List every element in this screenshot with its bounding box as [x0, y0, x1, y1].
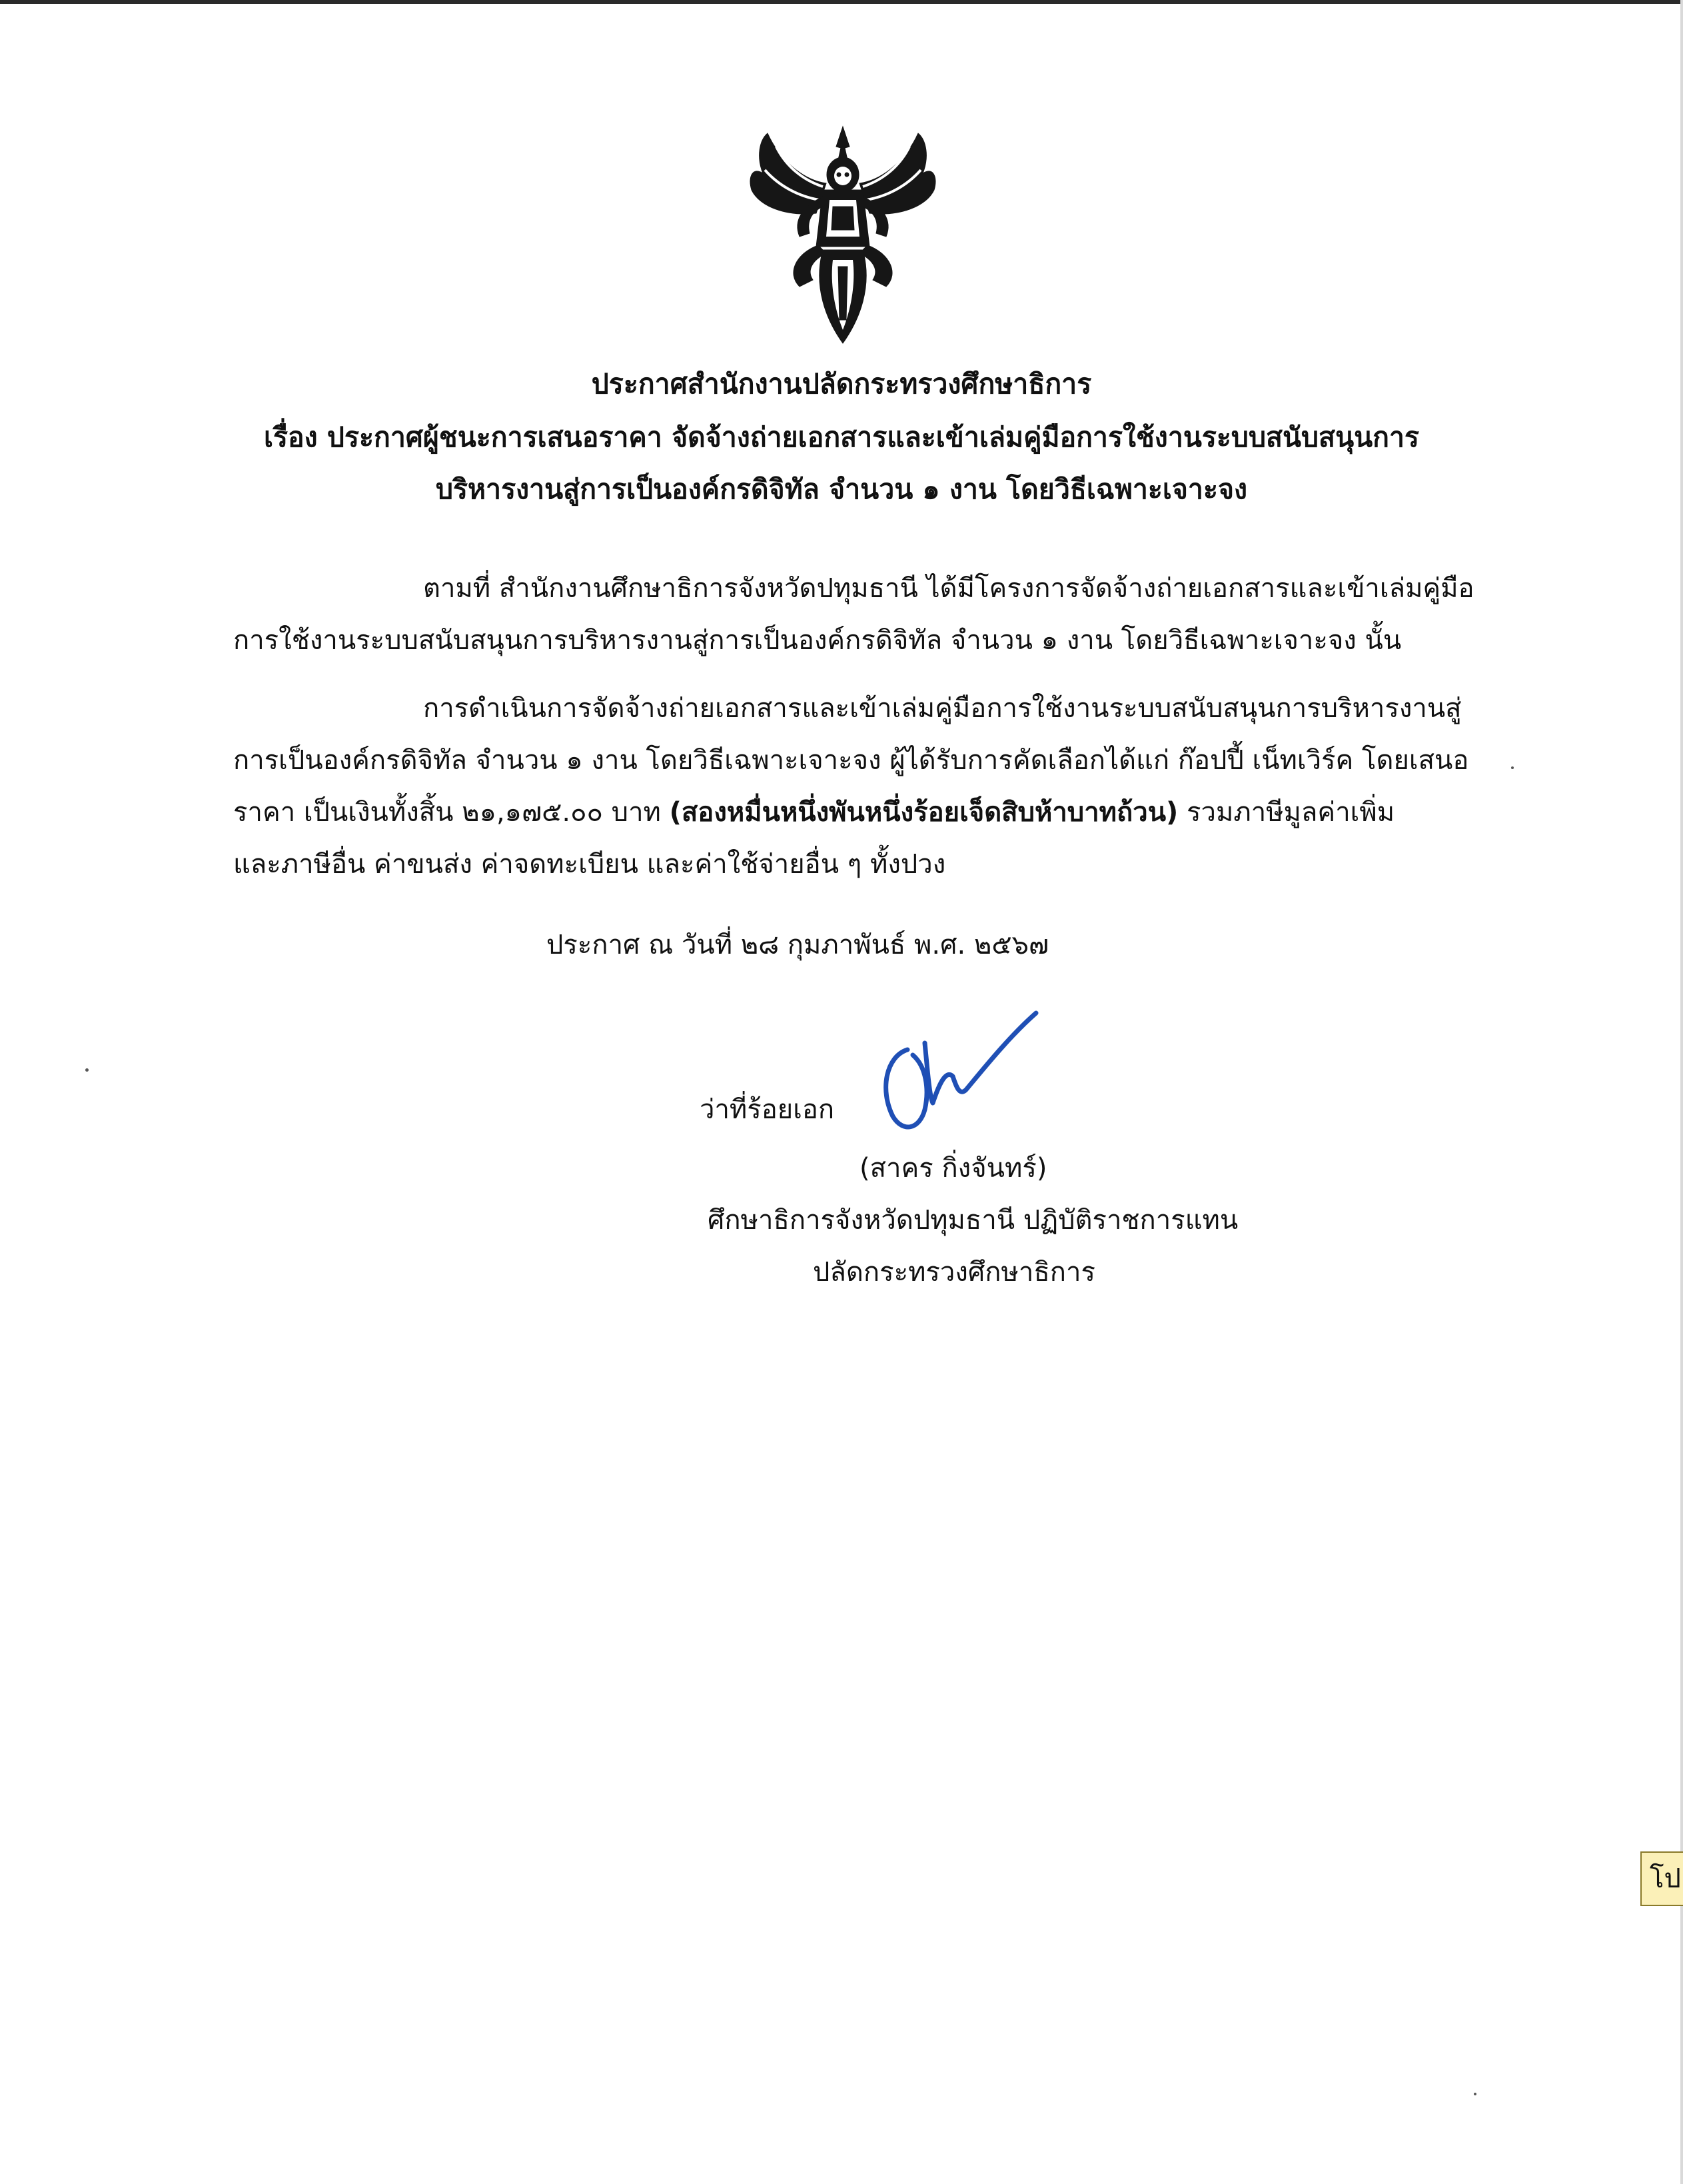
announcement-heading: ประกาศสำนักงานปลัดกระทรวงศึกษาธิการ — [591, 368, 1092, 400]
announcement-subject-line-1: เรื่อง ประกาศผู้ชนะการเสนอราคา จัดจ้างถ่ายเอกสารและเข้าเล่มคู่มือการใช้งานระบบสนับสนุนการ — [263, 421, 1419, 453]
paragraph-2-line-3 — [233, 794, 1395, 831]
price-text: ราคา เป็นเงินทั้งสิ้น ๒๑,๑๗๕.๐๐ บาท — [233, 797, 670, 828]
paragraph-2-line-1: การดำเนินการจัดจ้างถ่ายเอกสารและเข้าเล่มคู่มือการใช้งานระบบสนับสนุนการบริหารงานสู่ — [423, 693, 1462, 724]
paragraph-1-line-2: การใช้งานระบบสนับสนุนการบริหารงานสู่การเป็นองค์กรดิจิทัล จำนวน ๑ งาน โดยวิธีเฉพาะเจาะจง นั้น — [233, 625, 1402, 656]
handwritten-signature — [866, 1003, 1046, 1150]
scan-speck — [85, 1068, 89, 1072]
scan-speck — [1511, 766, 1514, 769]
paragraph-1-line-1: ตามที่ สำนักงานศึกษาธิการจังหวัดปทุมธานี ได้มีโครงการจัดจ้างถ่ายเอกสารและเข้าเล่มคู่มือ — [423, 573, 1474, 604]
paragraph-2-line-2: การเป็นองค์กรดิจิทัล จำนวน ๑ งาน โดยวิธีเฉพาะเจาะจง ผู้ได้รับการคัดเลือกได้แก่ ก๊อปปี้ เน็ทเวิร์ค โดยเสนอ — [233, 745, 1469, 776]
announcement-subject-line-2: บริหารงานสู่การเป็นองค์กรดิจิทัล จำนวน ๑ งาน โดยวิธีเฉพาะเจาะจง — [435, 473, 1248, 505]
paragraph-2-line-4: และภาษีอื่น ค่าขนส่ง ค่าจดทะเบียน และค่าใช้จ่ายอื่น ๆ ทั้งปวง — [233, 849, 946, 880]
side-sticky-tab: โป — [1640, 1851, 1683, 1906]
price-in-words: (สองหมื่นหนึ่งพันหนึ่งร้อยเจ็ดสิบห้าบาทถ้วน) — [669, 797, 1179, 828]
signer-name: (สาคร กิ่งจันทร์) — [859, 1153, 1047, 1184]
scan-speck — [1474, 2093, 1476, 2095]
signer-rank: ว่าที่ร้อยเอก — [700, 1094, 835, 1125]
scan-edge-top — [0, 0, 1683, 4]
vat-text: รวมภาษีมูลค่าเพิ่ม — [1178, 797, 1395, 828]
signer-position-line-2: ปลัดกระทรวงศึกษาธิการ — [813, 1257, 1095, 1288]
signer-position-line-1: ศึกษาธิการจังหวัดปทุมธานี ปฏิบัติราชการแทน — [708, 1205, 1239, 1236]
garuda-emblem — [740, 120, 946, 347]
announcement-date: ประกาศ ณ วันที่ ๒๘ กุมภาพันธ์ พ.ศ. ๒๕๖๗ — [546, 930, 1049, 960]
